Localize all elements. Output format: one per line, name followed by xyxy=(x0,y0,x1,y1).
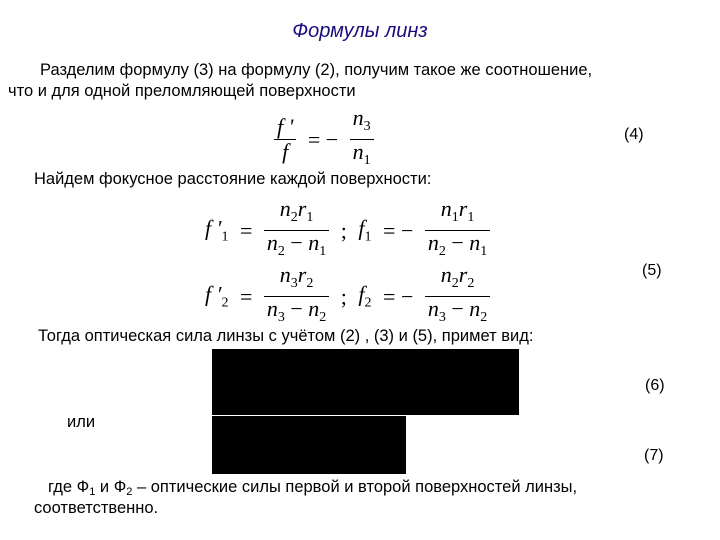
or-text: или xyxy=(67,413,96,431)
equation-number-4: (4) xyxy=(624,126,644,143)
equation-6-image xyxy=(212,349,519,415)
equation-number-7: (7) xyxy=(644,447,664,464)
equation-5-row-2: f $'_2$ = $\frac{n_3r_2}{n_3 - n_2}$ ; $f_2$ = − $\frac{n_2r_2}{n_3 - n_2}$ xyxy=(205,263,490,330)
last-paragraph-line-1: где Ф1 и Ф2 – оптические силы первой и второй поверхностей линзы, xyxy=(48,478,578,498)
equation-7-image xyxy=(212,416,406,474)
paragraph-line-1: Разделим формулу (3) на формулу (2), получим такое же соотношение, xyxy=(40,61,593,79)
last-paragraph-line-2: соответственно. xyxy=(34,499,159,517)
equation-number-6: (6) xyxy=(645,377,665,394)
paragraph-line-2: что и для одной преломляющей поверхности xyxy=(8,82,356,100)
equation-number-5: (5) xyxy=(642,262,662,279)
paragraph-3: Тогда оптическая сила линзы с учётом (2) , (3) и (5), примет вид: xyxy=(38,327,534,345)
equation-5-row-1: f $'_1$ = $\frac{n_2r_1}{n_2 - n_1}$ ; $f_1$ = − $\frac{n_1r_1}{n_2 - n_1}$ xyxy=(205,197,490,264)
page-title: Формулы линз xyxy=(292,20,428,42)
paragraph-2: Найдем фокусное расстояние каждой поверхности: xyxy=(34,170,432,188)
eq4-lhs-fraction: $\frac{f '}{f}$ xyxy=(274,115,296,164)
equation-4: $\frac{f '}{f}$ = − $\frac{n_3}{n_1}$ xyxy=(274,106,374,173)
eq4-rhs-fraction: $\frac{n_3}{n_1}$ xyxy=(350,106,374,173)
